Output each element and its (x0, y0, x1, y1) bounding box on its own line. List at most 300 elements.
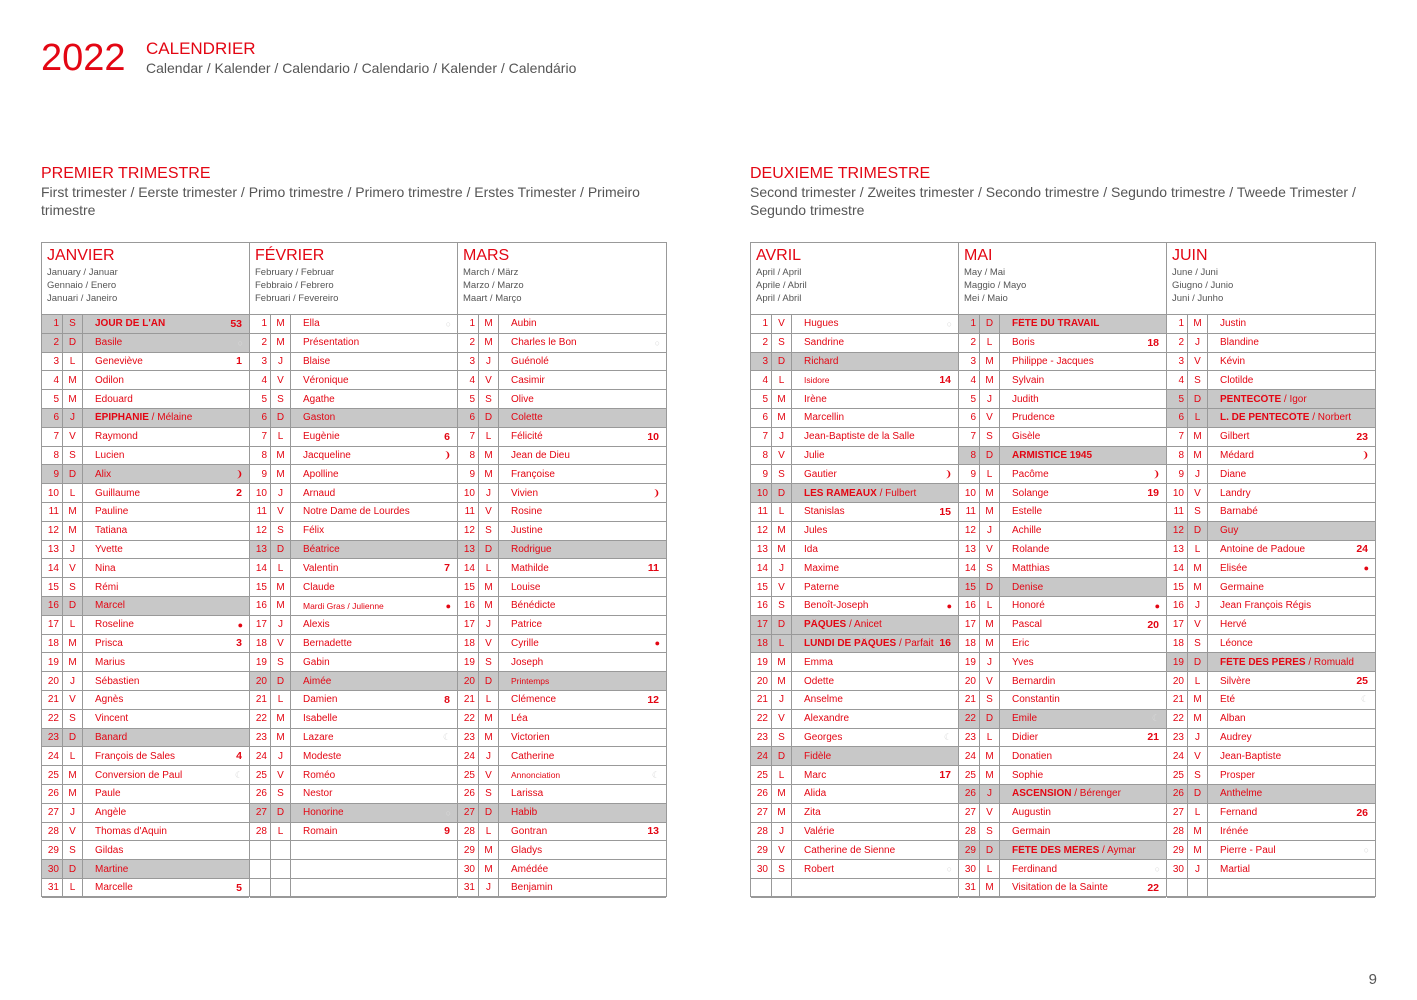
day-row (458, 597, 666, 616)
month-column (458, 243, 666, 896)
saint-name: Antoine de Padoue (1220, 543, 1306, 555)
day-number: 23 (751, 729, 772, 747)
day-number: 1 (751, 315, 772, 333)
weekday-letter: L (772, 635, 792, 653)
weekday-letter: M (271, 447, 291, 465)
weekday-letter: L (63, 747, 83, 765)
saint-name (1000, 845, 1166, 856)
day-row (42, 804, 249, 823)
day-number: 28 (751, 823, 772, 841)
week-number: 16 (939, 637, 951, 650)
day-number: 12 (751, 522, 772, 540)
day-row (959, 371, 1166, 390)
day-row (751, 409, 958, 428)
weekday-letter: D (479, 804, 499, 822)
day-number: 14 (751, 559, 772, 577)
day-row (959, 747, 1166, 766)
weekday-letter: M (980, 766, 1000, 784)
saint-name: Pacôme (1012, 468, 1049, 480)
day-row (959, 597, 1166, 616)
weekday-letter (772, 879, 792, 897)
weekday-letter: M (479, 710, 499, 728)
day-row (250, 447, 457, 466)
moon-new-icon: ○ (445, 318, 451, 329)
saint-name: Annonciation (511, 770, 561, 781)
weekday-letter: D (772, 616, 792, 634)
month-name: MAI (964, 247, 993, 264)
day-number: 7 (458, 428, 479, 446)
day-row (1167, 785, 1375, 804)
weekday-letter: L (772, 371, 792, 389)
week-number: 5 (236, 881, 242, 894)
day-number: 27 (751, 804, 772, 822)
week-number: 26 (1356, 806, 1368, 819)
weekday-letter: J (271, 353, 291, 371)
weekday-letter: L (479, 428, 499, 446)
month-translation: Januari / Janeiro (47, 293, 118, 304)
saint-name: Denise (1012, 581, 1044, 593)
saint-name: Clémence (511, 694, 557, 706)
day-number: 7 (959, 428, 980, 446)
saint-name: Sandrine (804, 337, 845, 349)
weekday-letter: M (479, 315, 499, 333)
moon-full-icon: ● (1154, 600, 1160, 611)
day-number: 23 (959, 729, 980, 747)
weekday-letter: S (980, 691, 1000, 709)
day-row (1167, 541, 1375, 560)
weekday-letter: M (980, 879, 1000, 897)
saint-name: Fidèle (804, 750, 832, 762)
day-number: 23 (250, 729, 271, 747)
moon-new-icon: ○ (1363, 845, 1369, 856)
weekday-letter: J (63, 541, 83, 559)
day-number: 4 (751, 371, 772, 389)
day-row (458, 541, 666, 560)
saint-name: Tatiana (95, 525, 128, 537)
saint-extra: / Bérenger (1071, 788, 1121, 800)
weekday-letter: V (479, 503, 499, 521)
day-row (1167, 465, 1375, 484)
saint-name (1208, 412, 1375, 423)
day-row (1167, 428, 1375, 447)
weekday-letter: D (1188, 653, 1208, 671)
day-row (250, 616, 457, 635)
day-number: 2 (250, 334, 271, 352)
saint-name: Yvette (95, 543, 123, 555)
day-row (42, 823, 249, 842)
day-row (751, 428, 958, 447)
holiday-name: FÊTE DES PÈRES (1220, 656, 1306, 668)
day-row (42, 710, 249, 729)
saint-name: Rolande (1012, 543, 1050, 555)
holiday-name: LES RAMEAUX (804, 487, 877, 499)
saint-name: Rosine (511, 506, 543, 518)
day-row (458, 390, 666, 409)
month-translation: Aprile / Abril (756, 280, 807, 291)
weekday-letter: V (1188, 353, 1208, 371)
day-number: 31 (458, 879, 479, 897)
saint-name: Honorine (303, 807, 344, 819)
quarter-subtitle: First trimester / Eerste trimester / Primo trimestre / Primero trimestre / Erstes Trimester / Primeiro trimestre (41, 184, 640, 218)
day-row (1167, 616, 1375, 635)
day-row (959, 484, 1166, 503)
day-row (751, 465, 958, 484)
day-number: 9 (42, 465, 63, 483)
day-number: 25 (250, 766, 271, 784)
moon-full-icon: ● (1363, 563, 1369, 574)
saint-name: Prosper (1220, 769, 1256, 781)
saint-name: Bénédicte (511, 600, 556, 612)
day-number: 11 (959, 503, 980, 521)
saint-name: Paterne (804, 581, 840, 593)
weekday-letter: L (271, 559, 291, 577)
saint-extra: / Norbert (1309, 412, 1352, 424)
weekday-letter: M (63, 653, 83, 671)
day-row (42, 447, 249, 466)
weekday-letter: L (63, 616, 83, 634)
weekday-letter: D (772, 484, 792, 502)
day-number: 8 (751, 447, 772, 465)
day-number: 27 (458, 804, 479, 822)
day-row (959, 729, 1166, 748)
saint-name: Gontran (511, 825, 548, 837)
month-column (1167, 243, 1375, 896)
weekday-letter: J (1188, 334, 1208, 352)
weekday-letter: D (63, 860, 83, 878)
day-number: 23 (1167, 729, 1188, 747)
month-translation: Juni / Junho (1172, 293, 1224, 304)
day-row (42, 503, 249, 522)
day-number: 18 (458, 635, 479, 653)
day-row (42, 522, 249, 541)
day-row (42, 428, 249, 447)
weekday-letter: D (271, 409, 291, 427)
weekday-letter: L (1188, 804, 1208, 822)
month-translation: Februari / Fevereiro (255, 293, 339, 304)
day-row (1167, 747, 1375, 766)
saint-name (1208, 394, 1375, 405)
saint-name: Charles le Bon (511, 337, 577, 349)
saint-name: Georges (804, 731, 843, 743)
weekday-letter: S (772, 860, 792, 878)
week-number: 12 (647, 693, 659, 706)
saint-name: Joseph (511, 656, 544, 668)
day-row (1167, 559, 1375, 578)
weekday-letter: D (980, 710, 1000, 728)
saint-name: Achille (1012, 525, 1042, 537)
day-number: 23 (458, 729, 479, 747)
saint-name: Marius (95, 656, 126, 668)
day-row (1167, 353, 1375, 372)
day-row (1167, 729, 1375, 748)
saint-name: Notre Dame de Lourdes (303, 506, 410, 518)
saint-name: Constantin (1012, 694, 1060, 706)
weekday-letter: L (271, 823, 291, 841)
day-row (250, 334, 457, 353)
day-number: 24 (42, 747, 63, 765)
week-number: 13 (647, 825, 659, 838)
day-number: 12 (250, 522, 271, 540)
weekday-letter: M (980, 484, 1000, 502)
day-row (42, 353, 249, 372)
saint-extra: / Fulbert (876, 487, 917, 499)
day-row (250, 841, 457, 860)
saint-name: Alban (1220, 713, 1246, 725)
month-name: FÉVRIER (255, 247, 325, 264)
day-number: 27 (42, 804, 63, 822)
day-row (250, 353, 457, 372)
calendar-title: CALENDRIER (146, 39, 256, 58)
quarter-table (750, 242, 1376, 897)
day-row (751, 578, 958, 597)
saint-name: Alexis (303, 619, 330, 631)
day-number: 8 (959, 447, 980, 465)
day-number: 30 (458, 860, 479, 878)
week-number: 11 (647, 562, 659, 575)
day-number: 15 (250, 578, 271, 596)
day-number: 1 (250, 315, 271, 333)
saint-name: Yves (1012, 656, 1034, 668)
weekday-letter: D (271, 541, 291, 559)
day-row (751, 785, 958, 804)
weekday-letter: M (772, 522, 792, 540)
day-row (250, 428, 457, 447)
day-number: 17 (751, 616, 772, 634)
day-number: 26 (42, 785, 63, 803)
weekday-letter: M (772, 785, 792, 803)
weekday-letter: V (980, 804, 1000, 822)
day-row (959, 390, 1166, 409)
saint-name (1000, 318, 1166, 329)
saint-name: Angèle (95, 807, 127, 819)
weekday-letter: S (772, 334, 792, 352)
saint-name: Marcellin (804, 412, 845, 424)
day-row (959, 672, 1166, 691)
day-row (42, 559, 249, 578)
month-translation: March / März (463, 267, 519, 278)
day-row (42, 315, 249, 334)
day-number: 20 (959, 672, 980, 690)
day-number: 17 (458, 616, 479, 634)
saint-name: Paule (95, 788, 121, 800)
weekday-letter: M (479, 597, 499, 615)
weekday-letter: J (980, 785, 1000, 803)
month-name: JUIN (1172, 247, 1208, 264)
day-row (458, 315, 666, 334)
day-number: 7 (250, 428, 271, 446)
day-number: 20 (751, 672, 772, 690)
day-row (42, 860, 249, 879)
weekday-letter: M (772, 390, 792, 408)
saint-name: Isidore (804, 375, 830, 386)
day-row (751, 390, 958, 409)
day-number: 15 (1167, 578, 1188, 596)
day-number: 24 (250, 747, 271, 765)
saint-name: Philippe - Jacques (1012, 355, 1094, 367)
day-row (959, 710, 1166, 729)
day-number: 5 (1167, 390, 1188, 408)
day-row (42, 541, 249, 560)
day-row (959, 522, 1166, 541)
weekday-letter: M (479, 860, 499, 878)
week-number: 25 (1356, 675, 1368, 688)
weekday-letter: M (772, 541, 792, 559)
week-number: 19 (1147, 487, 1159, 500)
weekday-letter: S (479, 390, 499, 408)
day-row (42, 635, 249, 654)
day-number: 17 (250, 616, 271, 634)
weekday-letter: L (479, 691, 499, 709)
month-column (751, 243, 959, 896)
day-number: 31 (42, 879, 63, 897)
saint-name: Nestor (303, 788, 333, 800)
weekday-letter: V (479, 635, 499, 653)
saint-name: Médard (1220, 449, 1254, 461)
saint-name: Amédée (511, 863, 549, 875)
moon-lq-icon: ☾ (943, 731, 952, 742)
weekday-letter: D (772, 747, 792, 765)
day-row (1167, 484, 1375, 503)
day-number: 6 (42, 409, 63, 427)
weekday-letter: J (271, 616, 291, 634)
weekday-letter: L (479, 823, 499, 841)
day-list (458, 315, 666, 898)
day-row (1167, 672, 1375, 691)
day-row (959, 559, 1166, 578)
day-number: 18 (250, 635, 271, 653)
weekday-letter: D (980, 315, 1000, 333)
saint-name: Honoré (1012, 600, 1045, 612)
day-row (1167, 860, 1375, 879)
saint-name: Augustin (1012, 807, 1051, 819)
page-number: 9 (1368, 971, 1377, 988)
day-number: 22 (751, 710, 772, 728)
saint-name: Donatien (1012, 750, 1053, 762)
day-row (751, 371, 958, 390)
day-row (959, 353, 1166, 372)
saint-name: Emile (1012, 713, 1038, 725)
weekday-letter: J (63, 409, 83, 427)
weekday-letter: V (772, 447, 792, 465)
saint-name: Sébastien (95, 675, 140, 687)
saint-name: Ella (303, 318, 320, 330)
month-translation: Marzo / Marzo (463, 280, 524, 291)
day-row (458, 841, 666, 860)
quarter-1 (41, 165, 667, 894)
day-number: 4 (42, 371, 63, 389)
weekday-letter: V (271, 766, 291, 784)
weekday-letter: J (772, 691, 792, 709)
weekday-letter: L (772, 766, 792, 784)
saint-name: Eric (1012, 637, 1030, 649)
day-row (751, 559, 958, 578)
day-number: 26 (959, 785, 980, 803)
weekday-letter: S (479, 653, 499, 671)
day-number: 30 (42, 860, 63, 878)
day-number: 1 (1167, 315, 1188, 333)
day-row (458, 409, 666, 428)
moon-lq-icon: ☾ (442, 731, 451, 742)
weekday-letter: V (772, 710, 792, 728)
week-number: 2 (236, 487, 242, 500)
day-number (250, 841, 271, 859)
day-row (1167, 804, 1375, 823)
day-number: 10 (458, 484, 479, 502)
moon-fq-icon: ❩ (235, 468, 243, 479)
day-row (250, 860, 457, 879)
saint-name: Estelle (1012, 506, 1043, 518)
month-name: MARS (463, 247, 510, 264)
day-number: 13 (250, 541, 271, 559)
weekday-letter: M (479, 841, 499, 859)
weekday-letter: L (63, 353, 83, 371)
day-number: 6 (250, 409, 271, 427)
weekday-letter: D (271, 672, 291, 690)
weekday-letter: M (1188, 559, 1208, 577)
day-row (959, 860, 1166, 879)
day-number: 10 (959, 484, 980, 502)
day-row (959, 823, 1166, 842)
week-number: 20 (1147, 618, 1159, 631)
saint-name: Basile (95, 337, 123, 349)
day-number: 22 (1167, 710, 1188, 728)
weekday-letter: M (772, 804, 792, 822)
day-row (458, 484, 666, 503)
weekday-letter: V (980, 672, 1000, 690)
day-number: 18 (1167, 635, 1188, 653)
saint-name: Clotilde (1220, 374, 1254, 386)
saint-name: Damien (303, 694, 338, 706)
week-number: 1 (236, 355, 242, 368)
weekday-letter: L (271, 691, 291, 709)
day-number: 5 (458, 390, 479, 408)
moon-lq-icon: ☾ (234, 769, 243, 780)
weekday-letter: L (479, 559, 499, 577)
day-number: 15 (751, 578, 772, 596)
day-number: 8 (1167, 447, 1188, 465)
weekday-letter: D (772, 353, 792, 371)
day-number: 2 (42, 334, 63, 352)
day-row (959, 635, 1166, 654)
saint-name: Vincent (95, 713, 129, 725)
weekday-letter: S (1188, 766, 1208, 784)
weekday-letter: V (63, 691, 83, 709)
weekday-letter: V (271, 635, 291, 653)
week-number: 17 (939, 769, 951, 782)
saint-name: Ida (804, 543, 818, 555)
saint-name: Jean de Dieu (511, 449, 570, 461)
weekday-letter: D (63, 729, 83, 747)
day-number: 14 (1167, 559, 1188, 577)
quarter-2 (750, 165, 1376, 894)
saint-name: Gaston (303, 412, 336, 424)
moon-full-icon: ● (445, 600, 451, 611)
month-translation: April / Abril (756, 293, 802, 304)
saint-name: Martine (95, 863, 129, 875)
saint-name: Arnaud (303, 487, 336, 499)
day-number: 28 (959, 823, 980, 841)
day-row (1167, 879, 1375, 898)
weekday-letter: M (1188, 315, 1208, 333)
weekday-letter: M (980, 635, 1000, 653)
day-number: 29 (959, 841, 980, 859)
weekday-letter: J (271, 747, 291, 765)
week-number: 15 (939, 505, 951, 518)
day-number: 20 (1167, 672, 1188, 690)
day-row (458, 616, 666, 635)
saint-name: Agnès (95, 694, 124, 706)
weekday-letter: D (479, 541, 499, 559)
